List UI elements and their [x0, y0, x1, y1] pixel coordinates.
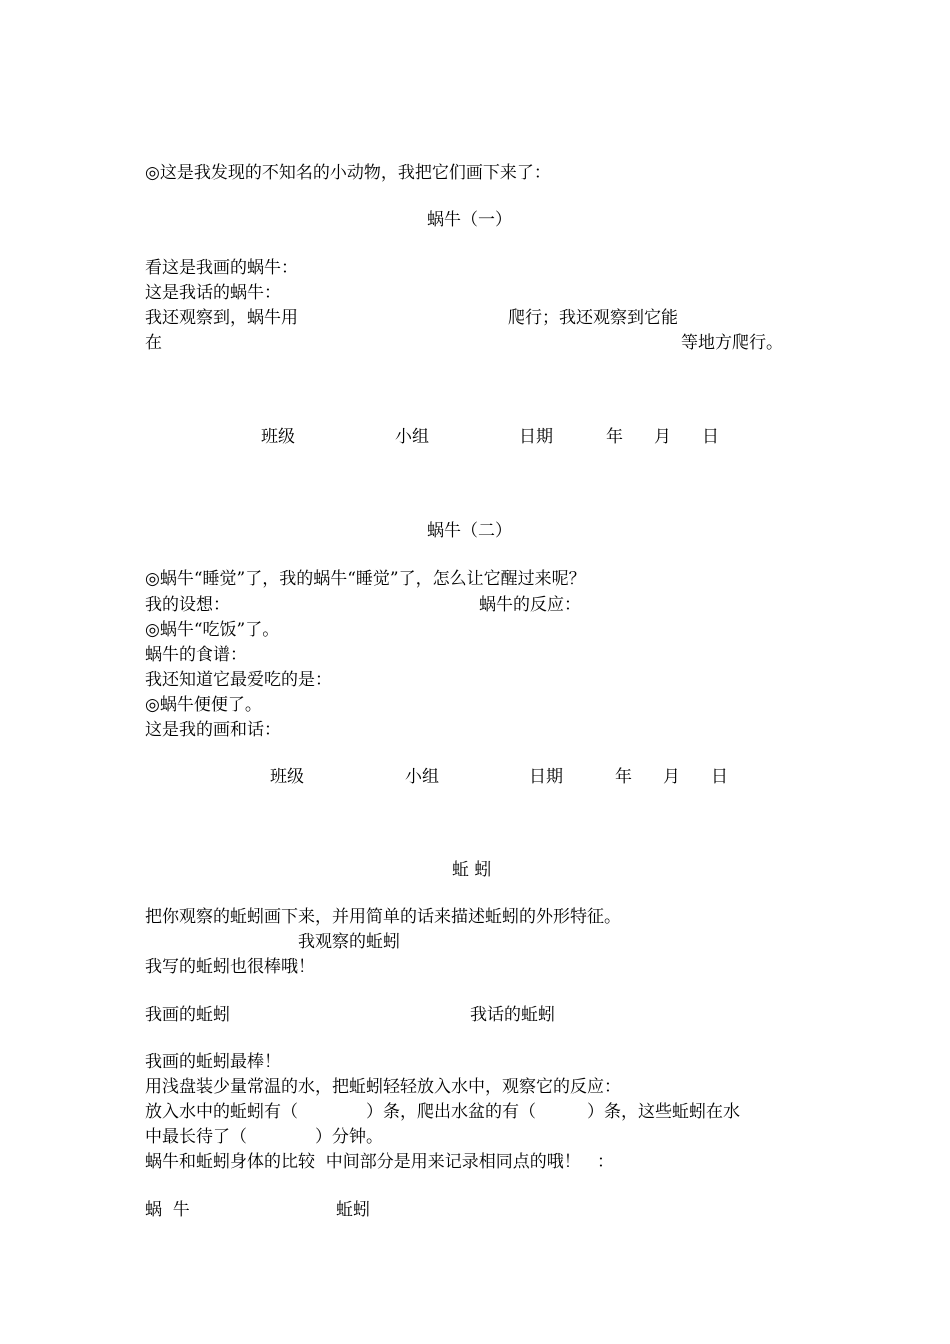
text-line: 在 — [145, 333, 162, 353]
footer-day-label: 日 — [702, 427, 719, 447]
footer-year-label: 年 — [606, 427, 623, 447]
text-line: 蜗牛和蚯蚓身体的比较 中间部分是用来记录相同点的哦！ ： — [145, 1152, 615, 1172]
text-line: 这是我的画和话： — [145, 720, 281, 740]
footer-class-label: 班级 — [270, 767, 304, 787]
text-line: 放入水中的蚯蚓有（ ）条，爬出水盆的有（ ）条，这些蚯蚓在水 — [145, 1102, 740, 1122]
text-line: 蜗 牛 — [145, 1200, 190, 1220]
text-line: 看这是我画的蜗牛： — [145, 258, 298, 278]
footer-month-label: 月 — [654, 427, 671, 447]
text-line: 我画的蚯蚓最棒！ — [145, 1052, 281, 1072]
footer-month-label: 月 — [663, 767, 680, 787]
footer-date-label: 日期 — [519, 427, 553, 447]
text-line: 等地方爬行。 — [681, 333, 783, 353]
text-line: 这是我话的蜗牛： — [145, 283, 281, 303]
footer-class-label: 班级 — [261, 427, 295, 447]
text-line: 我话的蚯蚓 — [470, 1005, 555, 1025]
text-line: 蚯蚓 — [336, 1200, 370, 1220]
footer-group-label: 小组 — [405, 767, 439, 787]
footer-date-label: 日期 — [529, 767, 563, 787]
text-line: ◎蜗牛便便了。 — [145, 695, 262, 715]
text-line: 我写的蚯蚓也很棒哦！ — [145, 957, 315, 977]
section-title-earthworm: 蚯 蚓 — [452, 860, 492, 880]
text-line: 蜗牛的食谱： — [145, 645, 247, 665]
footer-day-label: 日 — [711, 767, 728, 787]
intro-line: ◎这是我发现的不知名的小动物，我把它们画下来了： — [145, 163, 551, 183]
text-line: 把你观察的蚯蚓画下来，并用简单的话来描述蚯蚓的外形特征。 — [145, 907, 621, 927]
text-line: 我观察的蚯蚓 — [298, 932, 400, 952]
footer-group-label: 小组 — [395, 427, 429, 447]
text-line: 我还观察到，蜗牛用 — [145, 308, 298, 328]
section-title-snail-1: 蜗牛（一） — [427, 210, 512, 230]
text-line: 我的设想： — [145, 595, 230, 615]
text-line: 用浅盘装少量常温的水，把蚯蚓轻轻放入水中，观察它的反应： — [145, 1077, 621, 1097]
text-line: 中最长待了（ ）分钟。 — [145, 1127, 383, 1147]
text-line: ◎蜗牛“吃饭”了。 — [145, 620, 280, 640]
text-line: 爬行；我还观察到它能 — [508, 308, 678, 328]
text-line: 蜗牛的反应： — [479, 595, 581, 615]
footer-year-label: 年 — [615, 767, 632, 787]
section-title-snail-2: 蜗牛（二） — [427, 521, 512, 541]
text-line: 我画的蚯蚓 — [145, 1005, 230, 1025]
text-line: 我还知道它最爱吃的是： — [145, 670, 332, 690]
text-line: ◎蜗牛“睡觉”了，我的蜗牛“睡觉”了，怎么让它醒过来呢？ — [145, 569, 586, 589]
